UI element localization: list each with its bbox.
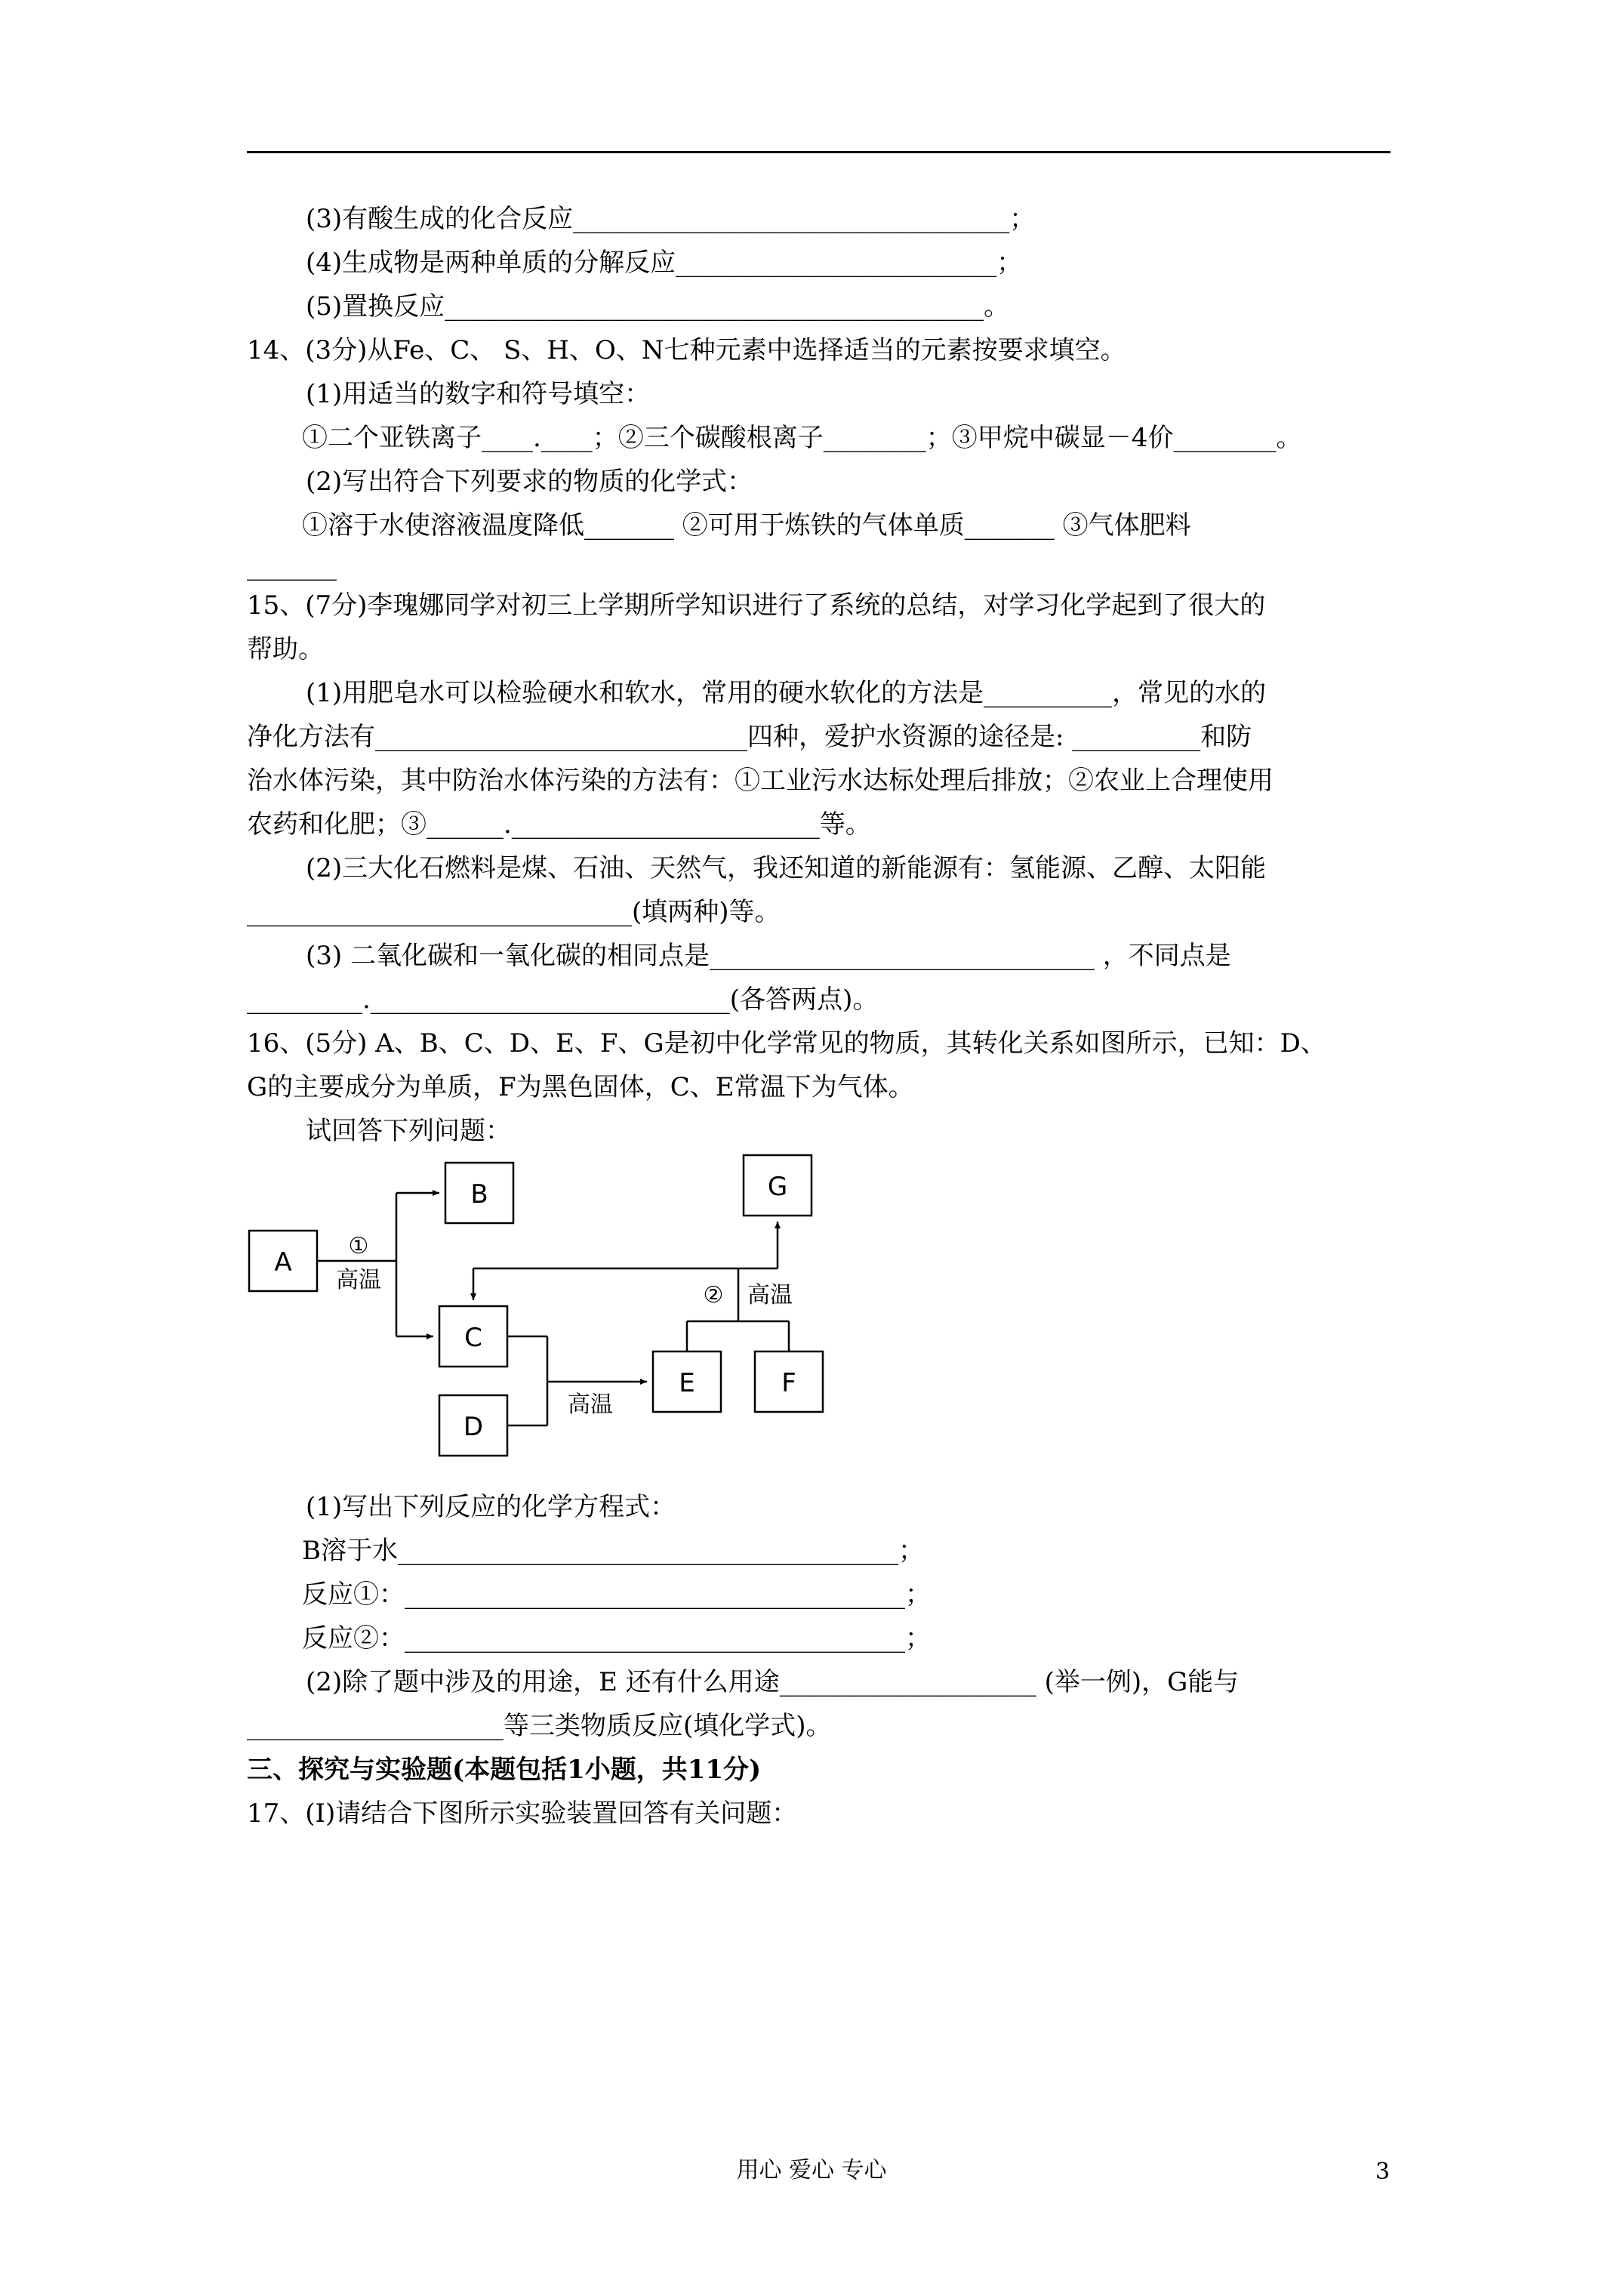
page-footer: 用心 爱心 专心 [736, 2157, 887, 2184]
reaction-2-mark: ② [703, 1282, 724, 1308]
label-d: D [463, 1412, 484, 1442]
q15-stem-cont: 帮助。 [247, 634, 324, 664]
q17-stem: 17、(I)请结合下图所示实验装置回答有关问题： [247, 1798, 798, 1829]
label-b: B [470, 1179, 488, 1210]
q16-stem-cont: G的主要成分为单质，F为黑色固体，C、E常温下为气体。 [247, 1072, 914, 1102]
q15-part-1-line4: 农药和化肥；③______.________________________等。 [247, 809, 871, 840]
q16-prompt: 试回答下列问题： [306, 1116, 511, 1146]
q14-part-1-blanks: ①二个亚铁离子____.____；②三个碳酸根离子________；③甲烷中碳显－4价________。 [302, 423, 1302, 453]
section-3-heading: 三、探究与实验题(本题包括1小题，共11分) [247, 1755, 762, 1785]
page-number: 3 [1375, 2159, 1390, 2185]
q16-reaction-2: 反应②：_______________________________________； [302, 1623, 931, 1653]
q15-part-3: (3) 二氧化碳和一氧化碳的相同点是______________________________ ，不同点是 [306, 941, 1231, 971]
q15-part-1: (1)用肥皂水可以检验硬水和软水，常用的硬水软化的方法是__________，常见的水的 [306, 678, 1267, 708]
q16-part-2-line2: ____________________等三类物质反应(填化学式)。 [247, 1711, 832, 1741]
header-rule [247, 151, 1390, 153]
reaction-1-condition: 高温 [336, 1267, 381, 1293]
q16-part-1: (1)写出下列反应的化学方程式： [306, 1492, 676, 1522]
reaction-2-condition: 高温 [747, 1282, 793, 1308]
q15-part-1-line2: 净化方法有_____________________________四种，爱护水资源的途径是: __________和防 [247, 722, 1252, 752]
label-f: F [781, 1368, 796, 1398]
q15-stem: 15、(7分)李瑰娜同学对初三上学期所学知识进行了系统的总结，对学习化学起到了很大的 [247, 590, 1266, 621]
reaction-flow-diagram [242, 1148, 845, 1472]
q14-part-2-blanks: ①溶于水使溶液温度降低_______ ②可用于炼铁的气体单质_______ ③气体肥料 [302, 510, 1191, 541]
reaction-3-condition: 高温 [568, 1391, 613, 1418]
q15-part-1-line3: 治水体污染，其中防治水体污染的方法有：①工业污水达标处理后排放；②农业上合理使用 [247, 766, 1273, 796]
label-c: C [464, 1323, 482, 1353]
q15-part-3-line2: _________.____________________________(各答两点)。 [247, 985, 879, 1015]
q13-item-5: (5)置换反应__________________________________________。 [306, 291, 1010, 322]
label-a: A [274, 1247, 292, 1277]
reaction-1-mark: ① [348, 1233, 369, 1259]
q16-b-dissolve: B溶于水_______________________________________； [302, 1536, 924, 1566]
q16-reaction-1: 反应①：_______________________________________； [302, 1579, 931, 1610]
q15-part-2-line2: ______________________________(填两种)等。 [247, 897, 781, 927]
label-e: E [679, 1368, 695, 1398]
q16-stem: 16、(5分) A、B、C、D、E、F、G是初中化学常见的物质，其转化关系如图所示，已知：D、 [247, 1028, 1326, 1059]
q15-part-2: (2)三大化石燃料是煤、石油、天然气，我还知道的新能源有：氢能源、乙醇、太阳能 [306, 853, 1267, 883]
label-g: G [767, 1172, 788, 1202]
q14-stem: 14、(3分)从Fe、C、 S、H、O、N七种元素中选择适当的元素按要求填空。 [247, 335, 1126, 365]
q13-item-4: (4)生成物是两种单质的分解反应_________________________； [306, 248, 1023, 278]
q14-part-2-blank-cont: _______ [247, 551, 337, 581]
q14-part-1: (1)用适当的数字和符号填空： [306, 379, 651, 409]
q13-item-3: (3)有酸生成的化合反应__________________________________； [306, 204, 1036, 234]
q16-part-2: (2)除了题中涉及的用途，E 还有什么用途____________________ (举一例)，G能与 [306, 1667, 1240, 1697]
q14-part-2: (2)写出符合下列要求的物质的化学式： [306, 467, 753, 497]
